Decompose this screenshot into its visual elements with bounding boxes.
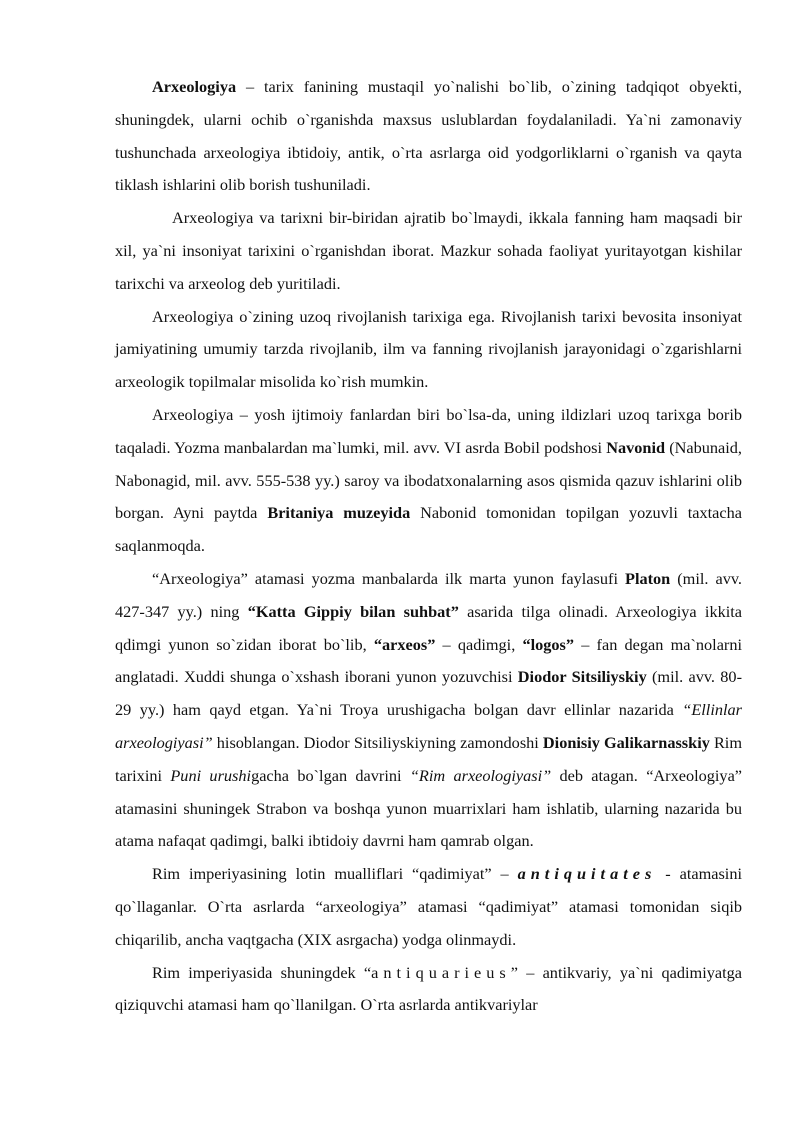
text-run: Arxeologiya – yosh ijtimoiy fanlardan biri bo`lsa-da, uning ildizlari uzoq tarixga borib taqaladi. Yozma manbalardan ma`lumki, mil. avv. VI asrda Bobil podshosi [115,404,742,457]
paragraph-term-origin [115,563,742,858]
text-run: Rim imperiyasida shuningdek “ [152,962,372,982]
text-run: (mil. avv. 427-347 yy.) ning [115,568,743,621]
text-run: (mil. avv. 80-29 yy.) ham qayd etgan. Ya`ni Troya urushigacha bolgan davr ellinlar nazarida [115,667,742,720]
emphasis-text: Puni urushi [170,765,252,785]
emphasis-text: “arxeos” [373,634,436,654]
paragraph-antiquitates [115,858,742,956]
text-run: – tarix fanining mustaqil yo`nalishi bo`lib, o`zining tadqiqot obyekti, shuningdek, ularni ochib o`rganishda maxsus uslublardan foydalaniladi. Ya`ni zamonaviy tushunchada arxeologiya ibtidoiy, antik, o`rta asrlarga oid yodgorliklarni o`rganish va qayta tiklash ishlarini olib borish tushuniladi. [115,77,742,195]
paragraph-archaeology-history-relation [115,202,742,300]
text-run: hisoblangan. Diodor Sitsiliyskiyning zamondoshi [212,732,543,752]
text-run: Rim imperiyasining lotin mualliflari “qadimiyat” – [152,864,518,884]
text-run: Rim tarixini [115,732,742,785]
text-run: Nabonid tomonidan topilgan yozuvli taxtacha saqlanmoqda. [115,503,743,556]
text-run: asarida tilga olinadi. Arxeologiya ikkita qdimgi yunon so`zidan iborat bo`lib, [115,601,742,654]
paragraph-development-history [115,301,742,399]
emphasis-text: Diodor Sitsiliyskiy [517,667,647,687]
text-run: Arxeologiya va tarixni bir-biridan ajratib bo`lmaydi, ikkala fanning ham maqsadi bir xil, ya`ni insoniyat tarixini o`rganishdan iborat. Mazkur sohada faoliyat yuritayotgan kishilar tarixchi va arxeolog deb yuritiladi. [115,208,742,293]
text-run: deb atagan. “Arxeologiya” atamasini shuningek Strabon va boshqa yunon muarrixlari ham ishlatib, ularning nazarida bu atama nafaqat qadimgi, balki ibtidoiy davrni ham qamrab olgan. [115,765,743,851]
emphasis-text: antiquarieus [371,962,511,982]
emphasis-text: “logos” [522,634,575,654]
emphasis-text: Dionisiy Galikarnasskiy [542,732,710,752]
text-run: – qadimgi, [435,634,523,654]
paragraph-young-science [115,399,742,563]
text-run: gacha bo`lgan davrini [251,765,410,785]
emphasis-text: “Katta Gippiy bilan suhbat” [247,601,459,621]
paragraph-antiquarieus [115,957,742,1023]
emphasis-text: “Ellinlar arxeologiyasi” [115,700,742,752]
emphasis-text: “Rim arxeologiyasi” [409,765,552,785]
text-run: Arxeologiya o`zining uzoq rivojlanish tarixiga ega. Rivojlanish tarixi bevosita insoniyat jamiyatining umumiy tarzda rivojlanib, ilm va fanning rivojlanish jarayonidagi o`zgarishlarni arxeologik topilmalar misolida ko`rish mumkin. [115,306,742,392]
paragraph-archaeology-definition [115,71,742,202]
emphasis-text: Navonid [606,437,666,457]
text-run: (Nabunaid, Nabonagid, mil. avv. 555-538 yy.) saroy va ibodatxonalarning asos qismida qazuv ishlarini olib borgan. Ayni paytda [115,437,742,523]
text-run: ” – antikvariy, ya`ni qadimiyatga qiziquvchi atamasi ham qo`llanilgan. O`rta asrlarda antikvariylar [115,962,742,1015]
text-run: - atamasini qo`llaganlar. O`rta asrlarda “arxeologiya” atamasi “qadimiyat” atamasi tomonidan siqib chiqarilib, ancha vaqtgacha (XIX asrgacha) yodga olinmaydi. [115,864,742,949]
text-run: – fan degan ma`nolarni anglatadi. Xuddi shunga o`xshash iborani yunon yozuvchisi [115,634,743,687]
text-run: “Arxeologiya” atamasi yozma manbalarda ilk marta yunon faylasufi [152,568,625,588]
emphasis-text: Arxeologiya [152,77,237,96]
emphasis-text: Platon [625,568,671,588]
emphasis-text: Britaniya muzeyida [267,503,411,523]
emphasis-text: antiquitates [517,864,657,884]
